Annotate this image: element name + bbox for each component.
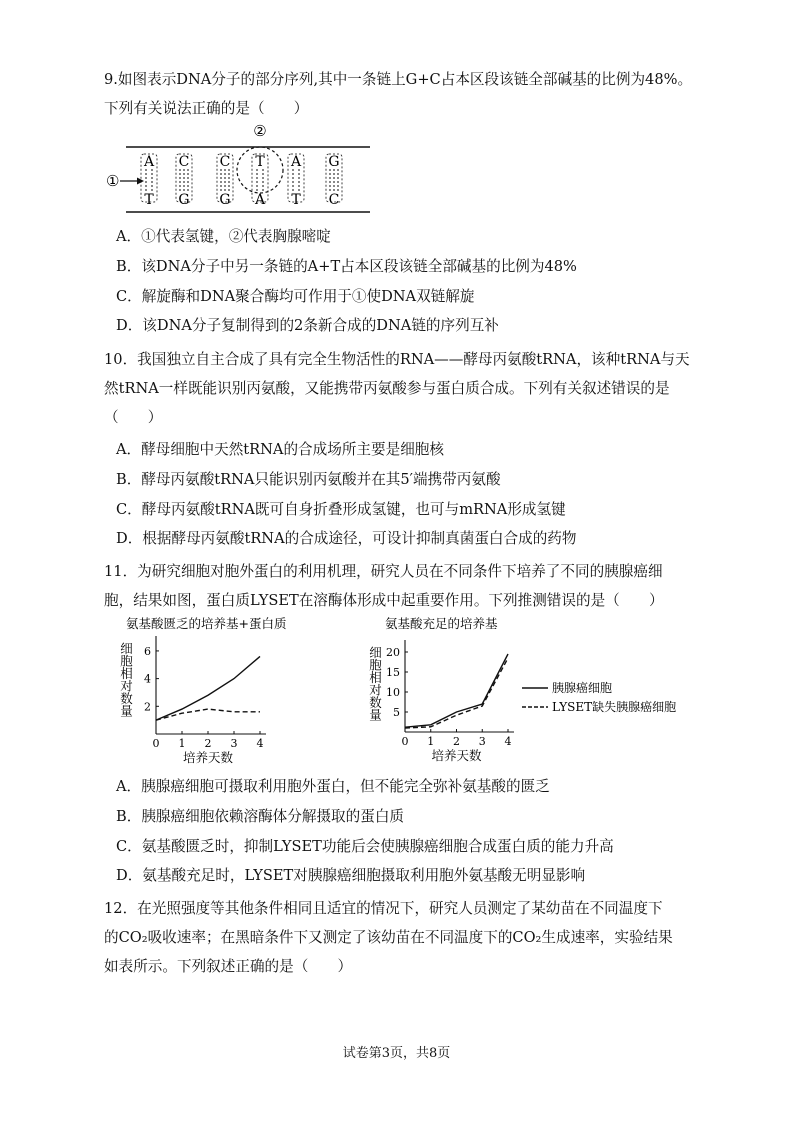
chart-amino-deficient [119, 616, 287, 764]
dna-top-base: T [255, 154, 265, 170]
y-tick-label: 2 [144, 700, 151, 714]
y-tick-label: 6 [144, 644, 151, 658]
y-axis-label: 细胞相对数量 [367, 646, 383, 721]
dna-top-base: G [328, 154, 340, 170]
q11-option-c: C．氨基酸匮乏时，抑制LYSET功能后会使胰腺癌细胞合成蛋白质的能力升高 [116, 838, 614, 855]
dna-top-base: A [143, 154, 155, 170]
y-tick-label: 15 [386, 666, 400, 679]
page-footer: 试卷第3页，共8页 [342, 1046, 451, 1061]
x-tick-label: 4 [256, 737, 264, 750]
x-tick-label: 3 [230, 737, 238, 750]
y-tick-label: 20 [386, 646, 400, 659]
q9-option-a: A．①代表氢键，②代表胸腺嘧啶 [116, 228, 331, 245]
chart-title: 氨基酸充足的培养基 [385, 616, 498, 631]
q12-stem-line3: 如表所示。下列叙述正确的是（ ） [104, 958, 353, 975]
x-axis-label: 培养天数 [431, 748, 482, 763]
dna-base-pairs [141, 154, 342, 208]
q10-stem-line3: （ ） [104, 409, 163, 426]
q9-option-b: B．该DNA分子中另一条链的A+T占本区段该链全部碱基的比例为48% [116, 258, 577, 275]
legend-label: 胰腺癌细胞 [552, 681, 613, 695]
dna-bottom-base: G [219, 192, 231, 208]
q9-stem-line2: 下列有关说法正确的是（ ） [104, 100, 309, 117]
dna-figure [100, 120, 380, 220]
x-tick-label: 2 [453, 735, 460, 748]
marker1-arrowhead [137, 178, 144, 185]
x-tick-label: 4 [504, 735, 512, 748]
chart-legend [522, 680, 676, 714]
q12-stem-line1: 12．在光照强度等其他条件相同且适宜的情况下，研究人员测定了某幼苗在不同温度下 [104, 900, 663, 917]
series-line [405, 658, 508, 728]
y-tick-label: 4 [144, 672, 151, 686]
x-tick-label: 0 [152, 737, 160, 750]
chart-amino-sufficient [368, 616, 515, 763]
x-axis-label: 培养天数 [182, 750, 234, 764]
q10-stem-line2: 然tRNA一样既能识别丙氨酸，又能携带丙氨酸参与蛋白质合成。下列有关叙述错误的是 [104, 380, 670, 397]
q9-stem-line1: 9.如图表示DNA分子的部分序列,其中一条链上G+C占本区段该链全部碱基的比例为48%。 [104, 71, 693, 88]
q10-option-c: C．酵母丙氨酸tRNA既可自身折叠形成氢键，也可与mRNA形成氢键 [116, 501, 566, 518]
dna-bottom-base: T [144, 192, 154, 208]
dna-bottom-base: G [178, 192, 190, 208]
x-tick-label: 1 [178, 737, 186, 750]
q9-option-d: D．该DNA分子复制得到的2条新合成的DNA链的序列互补 [116, 317, 499, 334]
q11-option-d: D．氨基酸充足时，LYSET对胰腺癌细胞摄取利用胞外氨基酸无明显影响 [116, 867, 586, 884]
q12-stem-line2: 的CO₂吸收速率；在黑暗条件下又测定了该幼苗在不同温度下的CO₂生成速率，实验结果 [104, 929, 673, 946]
q11-option-b: B．胰腺癌细胞依赖溶酶体分解摄取的蛋白质 [116, 808, 405, 825]
dna-top-base: C [178, 154, 190, 170]
marker1-label: ① [106, 172, 120, 190]
series-line [156, 709, 260, 720]
q10-stem-line1: 10．我国独立自主合成了具有完全生物活性的RNA——酵母丙氨酸tRNA，该种tRNA与天 [104, 351, 690, 368]
x-tick-label: 2 [204, 737, 212, 750]
y-tick-label: 10 [386, 686, 400, 699]
dna-top-base: C [219, 154, 231, 170]
marker2-label: ② [253, 122, 267, 140]
q11-charts [118, 614, 698, 764]
y-tick-label: 5 [393, 706, 400, 719]
dna-top-base: A [290, 154, 302, 170]
q11-stem-line1: 11．为研究细胞对胞外蛋白的利用机理，研究人员在不同条件下培养了不同的胰腺癌细 [104, 563, 663, 580]
q11-option-a: A．胰腺癌细胞可摄取利用胞外蛋白，但不能完全弥补氨基酸的匮乏 [116, 778, 550, 795]
q11-stem-line2: 胞，结果如图，蛋白质LYSET在溶酶体形成中起重要作用。下列推测错误的是（ ） [104, 592, 664, 609]
dna-bottom-base: C [328, 192, 340, 208]
series-line [156, 656, 260, 720]
x-tick-label: 0 [401, 735, 409, 748]
x-tick-label: 3 [478, 735, 486, 748]
y-axis-label: 细胞相对数量 [118, 642, 134, 717]
q9-option-c: C．解旋酶和DNA聚合酶均可作用于①使DNA双链解旋 [116, 288, 475, 305]
dna-bottom-base: T [291, 192, 301, 208]
legend-label: LYSET缺失胰腺癌细胞 [552, 700, 677, 714]
dna-bottom-base: A [254, 192, 266, 208]
q10-option-a: A．酵母细胞中天然tRNA的合成场所主要是细胞核 [116, 441, 444, 458]
series-line [405, 654, 508, 727]
chart-title: 氨基酸匮乏的培养基+蛋白质 [126, 616, 287, 631]
x-tick-label: 1 [427, 735, 435, 748]
q10-option-b: B．酵母丙氨酸tRNA只能识别丙氨酸并在其5′端携带丙氨酸 [116, 471, 501, 488]
q10-option-d: D．根据酵母丙氨酸tRNA的合成途径，可设计抑制真菌蛋白合成的药物 [116, 530, 577, 547]
